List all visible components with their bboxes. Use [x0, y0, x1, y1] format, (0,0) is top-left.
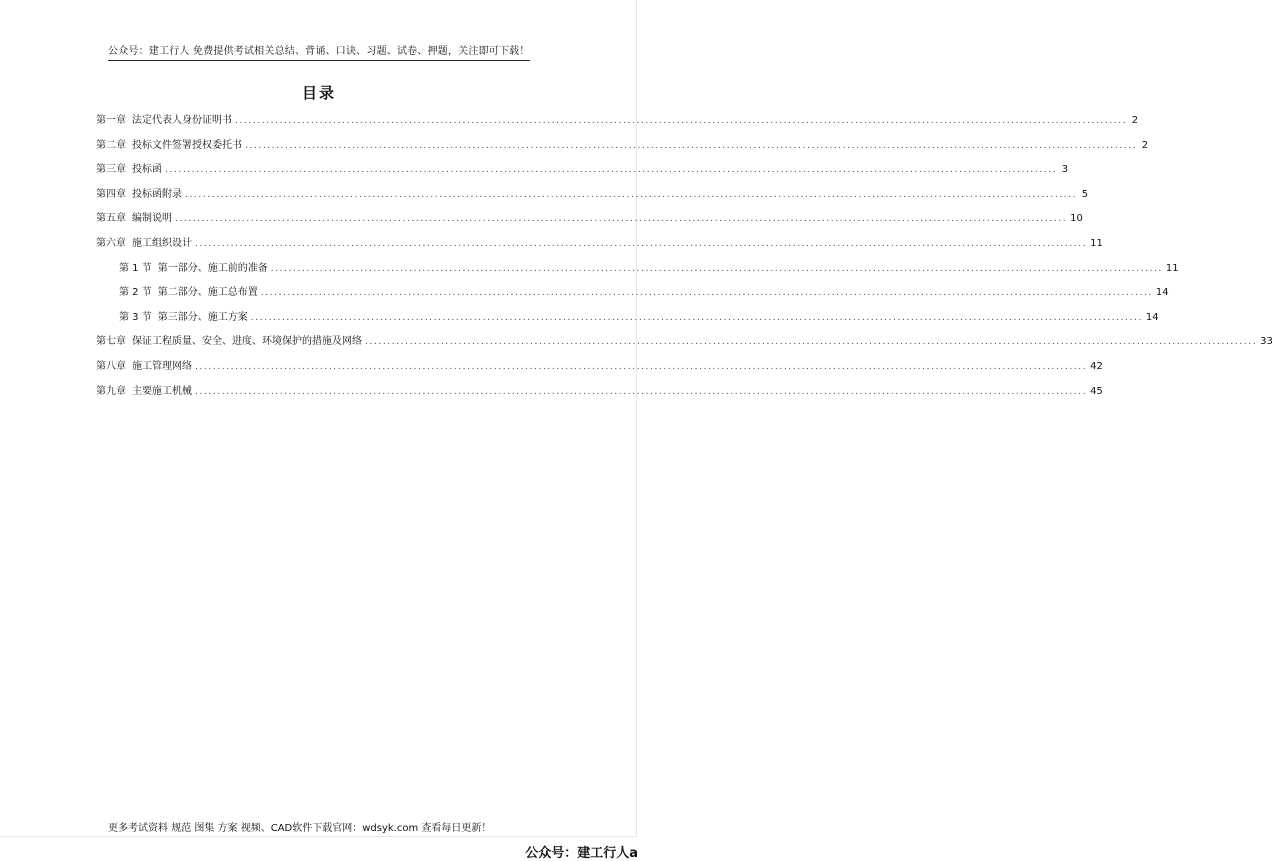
toc-entry-label — [96, 114, 232, 128]
toc-entry-number: 第四章 — [96, 188, 126, 200]
watermark: 公众号：建工行人a — [525, 846, 638, 861]
toc-entry-label — [96, 163, 162, 177]
toc-page-number: 2 — [1131, 115, 1139, 126]
toc-entry-title: 投标函附录 — [132, 188, 182, 200]
toc-entry-label — [119, 286, 258, 300]
toc-entry-title: 施工组织设计 — [132, 237, 192, 249]
toc-entry-number: 第一章 — [96, 115, 126, 126]
toc-page-number: 10 — [1070, 213, 1083, 225]
toc-entry-title: 主要施工机械 — [132, 385, 192, 397]
toc-page-number: 3 — [1061, 164, 1069, 176]
toc-entry-label — [96, 188, 182, 202]
toc-leader-dots: ........................................................................................................................................................................................................ — [195, 361, 1088, 372]
toc-leader-dots: ........................................................................................................................................................................................................ — [260, 288, 1153, 299]
toc-entry-number: 第 3 节 — [119, 311, 152, 323]
toc-entry[interactable] — [96, 139, 1149, 164]
toc-entry[interactable] — [96, 286, 1169, 311]
toc-entry-label — [119, 311, 248, 325]
toc-title: 目录 — [301, 84, 336, 102]
toc-entry-number: 第三章 — [96, 164, 126, 176]
toc-page-number: 45 — [1090, 385, 1103, 397]
toc-page-number: 33 — [1260, 336, 1273, 348]
toc-entry-title: 编制说明 — [132, 213, 172, 225]
toc-leader-dots: ........................................................................................................................................................................................................ — [195, 386, 1088, 397]
toc-entry-number: 第九章 — [96, 385, 126, 397]
footer-text: 更多考试资料 规范 图集 方案 视频、CAD软件下载官网：wdsyk.com 查看每日更新！ — [108, 823, 492, 834]
toc-leader-dots: ........................................................................................................................................................................................................ — [365, 337, 1258, 348]
toc-entry-number: 第 2 节 — [119, 287, 152, 299]
toc-entry-title: 保证工程质量、安全、进度、环境保护的措施及网络 — [132, 336, 362, 348]
toc-entry-title: 第二部分、施工总布置 — [157, 287, 258, 299]
toc-leader-dots: ........................................................................................................................................................................................................ — [245, 140, 1138, 151]
toc-entry[interactable] — [96, 262, 1179, 287]
toc-entry-title: 施工管理网络 — [132, 360, 192, 372]
toc-page-number: 11 — [1090, 237, 1103, 249]
toc-entry-number: 第 1 节 — [119, 262, 152, 274]
toc-page-number: 14 — [1145, 311, 1159, 323]
toc-entry-title: 法定代表人身份证明书 — [132, 115, 232, 126]
toc-entry[interactable] — [96, 311, 1159, 336]
toc-entry-label — [96, 237, 192, 251]
toc-entry[interactable] — [96, 212, 1083, 237]
toc-entry-title: 投标文件签署授权委托书 — [132, 139, 242, 151]
table-of-contents — [96, 114, 1273, 409]
toc-entry-number: 第八章 — [96, 360, 126, 372]
toc-entry[interactable] — [96, 335, 1273, 360]
toc-leader-dots: ........................................................................................................................................................................................................ — [250, 312, 1143, 323]
toc-entry-number: 第五章 — [96, 213, 126, 225]
toc-page-number: 2 — [1141, 139, 1149, 151]
toc-page-number: 5 — [1081, 188, 1089, 200]
toc-entry-label — [119, 262, 268, 276]
header-banner: 公众号：建工行人 免费提供考试相关总结、背诵、口诀、习题、试卷、押题，关注即可下载！ — [108, 45, 530, 61]
toc-page-number: 14 — [1155, 287, 1169, 299]
toc-entry-title: 投标函 — [132, 164, 162, 176]
toc-leader-dots: ........................................................................................................................................................................................................ — [235, 116, 1128, 126]
toc-entry-label — [96, 139, 242, 153]
toc-entry-label — [96, 360, 192, 374]
toc-leader-dots: ........................................................................................................................................................................................................ — [195, 238, 1088, 249]
toc-entry-title: 第一部分、施工前的准备 — [157, 262, 268, 274]
toc-entry-title: 第三部分、施工方案 — [157, 311, 248, 323]
toc-entry-label — [96, 212, 172, 226]
toc-page-number: 11 — [1165, 262, 1179, 274]
toc-entry[interactable] — [96, 163, 1069, 188]
toc-entry-number: 第七章 — [96, 336, 126, 348]
toc-entry[interactable] — [96, 360, 1103, 385]
toc-entry[interactable] — [96, 385, 1103, 410]
toc-leader-dots: ........................................................................................................................................................................................................ — [270, 263, 1163, 274]
toc-leader-dots: ........................................................................................................................................................................................................ — [175, 214, 1068, 225]
toc-entry[interactable] — [96, 188, 1089, 213]
toc-page-number: 42 — [1090, 360, 1103, 372]
toc-leader-dots: ........................................................................................................................................................................................................ — [185, 189, 1078, 200]
toc-entry-label — [96, 335, 362, 349]
toc-entry-label — [96, 385, 192, 399]
toc-leader-dots: ........................................................................................................................................................................................................ — [165, 165, 1058, 176]
toc-entry-number: 第六章 — [96, 237, 126, 249]
toc-entry[interactable] — [96, 114, 1139, 139]
toc-entry[interactable] — [96, 237, 1103, 262]
toc-entry-number: 第二章 — [96, 139, 126, 151]
